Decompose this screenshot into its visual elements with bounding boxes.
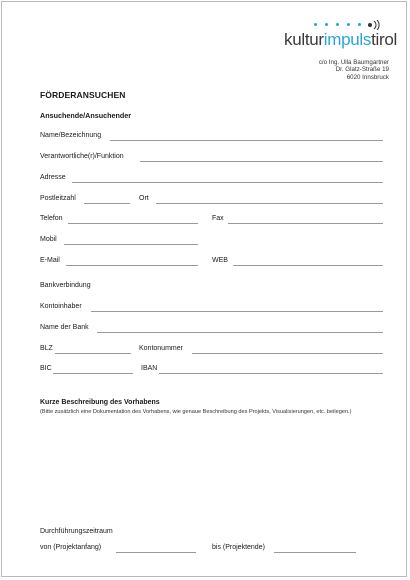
account-holder-label: Kontoinhaber <box>40 303 82 310</box>
bank-connection-label: Bankverbindung <box>40 282 91 289</box>
period-from-field[interactable] <box>116 552 196 553</box>
phone-field[interactable] <box>68 223 198 224</box>
web-label: WEB <box>212 257 228 264</box>
blz-field[interactable] <box>55 353 131 354</box>
account-number-label: Kontonummer <box>139 345 183 352</box>
responsible-field[interactable] <box>140 161 383 162</box>
iban-field[interactable] <box>159 373 383 374</box>
iban-label: IBAN <box>141 365 158 372</box>
logo-signal-icon <box>366 20 382 30</box>
period-from-label: von (Projektanfang) <box>40 544 102 551</box>
address-line: 6020 Innsbruck <box>346 73 389 81</box>
zip-field[interactable] <box>84 203 130 204</box>
city-label: Ort <box>139 195 149 202</box>
logo-part-impuls: impuls <box>323 30 372 49</box>
period-heading: Durchführungszeitraum <box>40 528 113 535</box>
address-line: c/o Ing. Ulla Baumgartner <box>318 59 389 66</box>
logo-dots <box>312 20 382 30</box>
applicant-heading: Ansuchende/Ansuchender <box>40 111 132 120</box>
city-field[interactable] <box>156 203 383 204</box>
name-field[interactable] <box>110 140 383 141</box>
responsible-label: Verantwortliche(r)/Funktion <box>40 153 124 160</box>
address-label: Adresse <box>40 174 66 181</box>
period-to-label: bis (Projektende) <box>212 544 265 551</box>
fax-label: Fax <box>212 215 224 222</box>
email-label: E-Mail <box>40 257 60 264</box>
zip-label: Postleitzahl <box>40 195 76 202</box>
kulturimpulstirol-logo <box>284 20 398 56</box>
description-heading: Kurze Beschreibung des Vorhabens <box>40 399 160 406</box>
sender-address <box>319 59 389 81</box>
bic-label: BIC <box>40 365 52 372</box>
period-to-field[interactable] <box>274 552 356 553</box>
logo-wordmark <box>284 30 397 50</box>
name-label: Name/Bezeichnung <box>40 132 102 139</box>
web-field[interactable] <box>233 265 383 266</box>
description-area[interactable] <box>40 420 383 520</box>
description-note: (Bitte zusätzlich eine Dokumentation des Vorhabens, wie genaue Beschreibung des Projekts, Visualisierungen, etc. beilegen.) <box>40 409 352 415</box>
mobile-field[interactable] <box>64 244 198 245</box>
mobile-label: Mobil <box>40 236 57 243</box>
bank-name-label: Name der Bank <box>40 324 89 331</box>
logo-part-kultur: kultur <box>284 30 324 49</box>
phone-label: Telefon <box>40 215 63 222</box>
bank-name-field[interactable] <box>97 332 383 333</box>
address-field[interactable] <box>72 182 383 183</box>
address-line: Dr. Glatz-Straße 19 <box>335 66 389 74</box>
email-field[interactable] <box>66 265 198 266</box>
logo-part-tirol: tirol <box>371 30 398 49</box>
fax-field[interactable] <box>228 223 383 224</box>
account-holder-field[interactable] <box>91 311 383 312</box>
form-title: FÖRDERANSUCHEN <box>40 90 126 100</box>
account-number-field[interactable] <box>192 353 383 354</box>
bic-field[interactable] <box>53 373 133 374</box>
blz-label: BLZ <box>40 345 53 352</box>
